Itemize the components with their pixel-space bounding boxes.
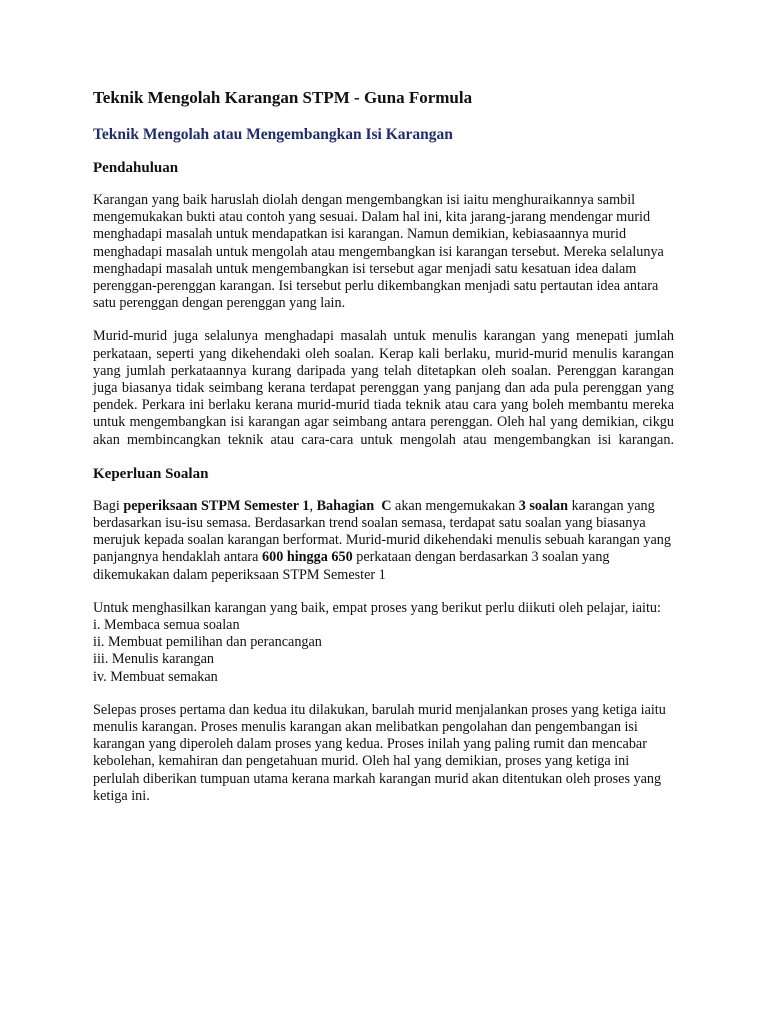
req-bold-wordcount: 600 hingga 650: [262, 549, 353, 566]
requirements-heading: Keperluan Soalan: [93, 465, 209, 482]
req-text-2: ,: [309, 497, 317, 514]
req-bold-questions: 3 soalan: [518, 497, 569, 514]
req-bold-exam: peperiksaan STPM Semester 1: [123, 497, 310, 514]
process-list-item: iii. Menulis karangan: [93, 651, 214, 668]
req-bold-section: Bahagian C: [316, 497, 392, 514]
req-text-3: akan mengemukakan: [391, 497, 519, 514]
intro-paragraph-2: Murid-murid juga selalunya menghadapi masalah untuk menulis karangan yang menepati jumlah perkataan, seperti yang dikehendaki oleh soalan. Kerap kali berlaku, murid-murid menulis karangan yang jumlah perkataannya kurang daripada yang telah ditetapkan oleh soalan. Perenggan karangan juga biasanya tidak seimbang kerana terdapat perenggan yang panjang dan ada pula perenggan yang pendek. Perkara ini berlaku kerana murid-murid tiada teknik atau cara yang boleh membantu mereka untuk mengembangkan isi karangan agar seimbang antara perenggan. Oleh hal yang demikian, cikgu akan membincangkan teknik atau cara-cara untuk mengolah atau mengembangkan isi karangan.: [93, 328, 674, 448]
process-block: [93, 600, 674, 686]
req-text-4: karangan yang berdasarkan isu-isu semasa. Berdasarkan trend soalan semasa, terdapat satu soalan yang biasanya merujuk kepada soalan karangan berformat. Murid-murid dikehendaki menulis sebuah karangan yang panjangnya hendaklah antara: [93, 497, 671, 566]
process-list-item: ii. Membuat pemilihan dan perancangan: [93, 634, 322, 651]
requirements-paragraph-1: [93, 498, 674, 584]
req-text-5: perkataan dengan berdasarkan 3 soalan yang dikemukakan dalam peperiksaan STPM Semester 1: [93, 549, 610, 583]
process-list-item: iv. Membuat semakan: [93, 668, 218, 685]
intro-paragraph-1: Karangan yang baik haruslah diolah dengan mengembangkan isi iaitu menghuraikannya sambil mengemukakan bukti atau contoh yang sesuai. Dalam hal ini, kita jarang-jarang mendengar murid menghadapi masalah untuk mendapatkan isi karangan. Namun demikian, kebiasaannya murid menghadapi masalah untuk mengolah atau mengembangkan isi karangan tersebut. Mereka selalunya menghadapi masalah untuk mengembangkan isi tersebut agar menjadi satu kesatuan idea dalam perenggan-perenggan karangan. Isi tersebut perlu dikembangkan menjadi satu pertautan idea antara satu perenggan dengan perenggan yang lain.: [93, 192, 664, 312]
requirements-paragraph-3: Selepas proses pertama dan kedua itu dilakukan, barulah murid menjalankan proses yang ketiga iaitu menulis karangan. Proses menulis karangan akan melibatkan pengolahan dan pengembangan isi karangan yang diperoleh dalam proses yang kedua. Proses inilah yang paling rumit dan mencabar kebolehan, kemahiran dan pengetahuan murid. Oleh hal yang demikian, proses yang ketiga ini perlulah diberikan tumpuan utama kerana markah karangan murid akan ditentukan oleh proses yang ketiga ini.: [93, 701, 666, 804]
document-subtitle: Teknik Mengolah atau Mengembangkan Isi Karangan: [93, 126, 453, 143]
intro-heading: Pendahuluan: [93, 160, 179, 176]
req-text-1: Bagi: [93, 497, 124, 514]
process-intro: Untuk menghasilkan karangan yang baik, empat proses yang berikut perlu diikuti oleh pelajar, iaitu:: [93, 599, 661, 616]
process-list-item: i. Membaca semua soalan: [93, 617, 240, 634]
document-title: Teknik Mengolah Karangan STPM - Guna Formula: [93, 88, 473, 107]
